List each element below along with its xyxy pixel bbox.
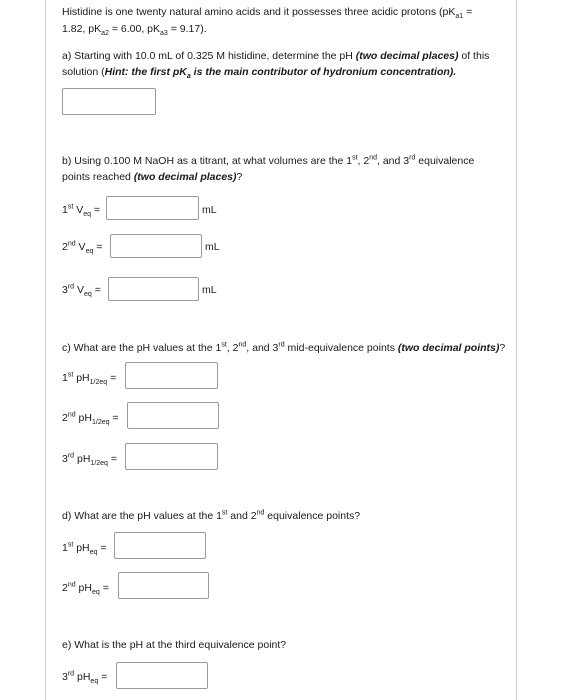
veq-1-label: 1st $V_{eq}$ = — [62, 203, 101, 219]
part-a-question-line-2: solution (Hint: the first $pK_a$ is the main contributor of hydronium concentration). — [62, 66, 457, 81]
ph-half-eq-1-label: 1st $pH_{1/2eq}$ = — [62, 371, 117, 387]
veq-2-unit: mL — [205, 241, 220, 253]
ph-eq-2-input[interactable] — [118, 572, 209, 599]
ph-half-eq-2-label: 2nd $pH_{1/2eq}$ = — [62, 411, 119, 427]
part-b-question-line-1: b) Using 0.100 M NaOH as a titrant, at what volumes are the 1st, 2nd, and 3rd equivalence — [62, 154, 475, 167]
ph-half-eq-3-label: 3rd $pH_{1/2eq}$ = — [62, 452, 118, 468]
veq-1-input[interactable] — [106, 196, 199, 220]
veq-3-input[interactable] — [108, 277, 199, 301]
ph-half-eq-1-input[interactable] — [125, 362, 218, 389]
part-c-question: c) What are the pH values at the 1st, 2nd, and 3rd mid-equivalence points (two decimal points)? — [62, 341, 506, 354]
veq-2-label: 2nd $V_{eq}$ = — [62, 240, 103, 256]
intro-line-1: Histidine is one twenty natural amino acids and it possesses three acidic protons ($pK_{a1}$ = — [62, 6, 473, 21]
ph-eq-1-input[interactable] — [114, 532, 206, 559]
ph-half-eq-2-input[interactable] — [127, 402, 219, 429]
veq-2-input[interactable] — [110, 234, 202, 258]
part-d-question: d) What are the pH values at the 1st and 2nd equivalence points? — [62, 509, 361, 522]
ph-eq-2-label: 2nd $pH_{eq}$ = — [62, 581, 109, 597]
part-a-question-line-1: a) Starting with 10.0 mL of 0.325 M histidine, determine the pH (two decimal places) of this — [62, 50, 490, 62]
intro-line-2: 1.82, $pK_{a2} = 6.00$, $pK_{a3} = 9.17$). — [62, 23, 207, 38]
part-b-question-line-2: points reached (two decimal places)? — [62, 171, 243, 183]
veq-1-unit: mL — [202, 204, 217, 216]
ph-eq-3-input[interactable] — [116, 662, 208, 689]
ph-eq-1-label: 1st $pH_{eq}$ = — [62, 541, 107, 557]
part-a-answer-input[interactable] — [62, 88, 156, 115]
ph-half-eq-3-input[interactable] — [125, 443, 218, 470]
veq-3-label: 3rd $V_{eq}$ = — [62, 283, 101, 299]
part-e-question: e) What is the pH at the third equivalence point? — [62, 639, 287, 651]
ph-eq-3-label: 3rd $pH_{eq}$ = — [62, 670, 108, 686]
veq-3-unit: mL — [202, 284, 217, 296]
